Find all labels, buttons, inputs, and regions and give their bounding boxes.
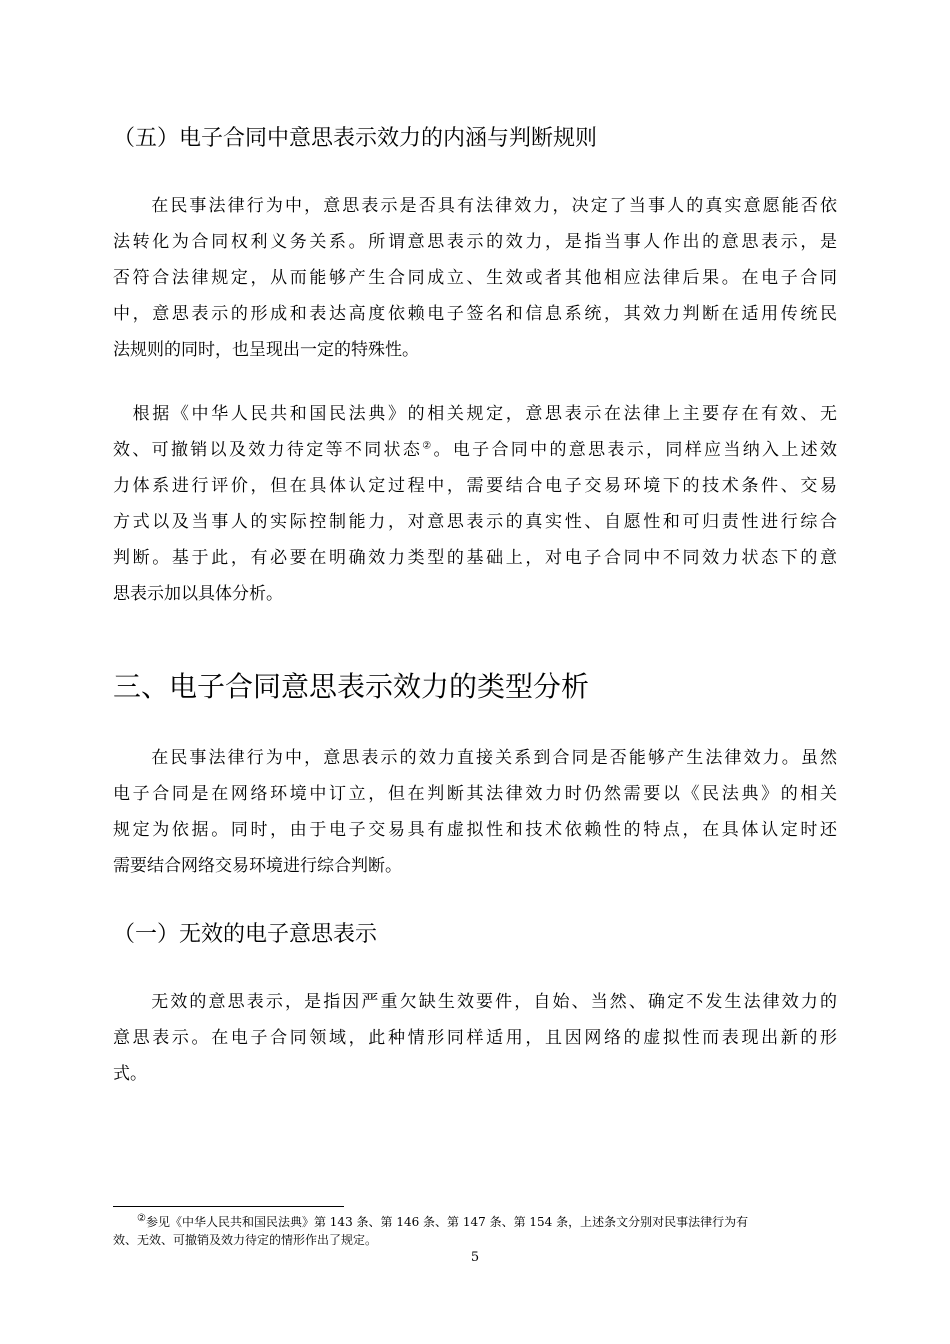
text-line (113, 432, 837, 468)
text-line: 在民事法律行为中，意思表示是否具有法律效力，决定了当事人的真实意愿能否依 (113, 196, 837, 216)
text-line: 式。 (113, 1064, 147, 1084)
text-line: 在民事法律行为中，意思表示的效力直接关系到合同是否能够产生法律效力。虽然 (113, 748, 837, 768)
text-line: 需要结合网络交易环境进行综合判断。 (113, 856, 402, 876)
footnote-line: 效、无效、可撤销及效力待定的情形作出了规定。 (113, 1233, 378, 1247)
text-line: 方式以及当事人的实际控制能力，对意思表示的真实性、自愿性和可归责性进行综合 (113, 512, 837, 532)
text-line: 中，意思表示的形成和表达高度依赖电子签名和信息系统，其效力判断在适用传统民 (113, 304, 837, 324)
text-line: 无效的意思表示，是指因严重欠缺生效要件，自始、当然、确定不发生法律效力的 (113, 992, 837, 1012)
paragraph-chapter-intro (113, 740, 837, 884)
text-line: 力体系进行评价，但在具体认定过程中，需要结合电子交易环境下的技术条件、交易 (113, 476, 837, 496)
text-segment: 。电子合同中的意思表示，同样应当纳入上述效 (433, 440, 837, 460)
footnote-separator (113, 1206, 344, 1207)
footnote-mark: ② (137, 1213, 146, 1224)
text-line: 规定为依据。同时，由于电子交易具有虚拟性和技术依赖性的特点，在具体认定时还 (113, 820, 837, 840)
text-line: 根据《中华人民共和国民法典》的相关规定，意思表示在法律上主要存在有效、无 (113, 404, 837, 424)
footnote-line (113, 1213, 837, 1231)
paragraph-invalid-expression (113, 984, 837, 1092)
text-line: 法转化为合同权利义务关系。所谓意思表示的效力，是指当事人作出的意思表示，是 (113, 232, 837, 252)
text-line: 意思表示。在电子合同领域，此种情形同样适用，且因网络的虚拟性而表现出新的形 (113, 1028, 837, 1048)
paragraph-civil-code-states (113, 396, 837, 612)
text-line: 判断。基于此，有必要在明确效力类型的基础上，对电子合同中不同效力状态下的意 (113, 548, 837, 568)
footnote-text: 参见《中华人民共和国民法典》第 143 条、第 146 条、第 147 条、第 154 条，上述条文分别对民事法律行为有 (145, 1215, 749, 1229)
text-line: 法规则的同时，也呈现出一定的特殊性。 (113, 340, 419, 360)
section-heading-3-1: （一）无效的电子意思表示 (113, 922, 378, 947)
section-heading-5: （五）电子合同中意思表示效力的内涵与判断规则 (113, 126, 598, 151)
text-line: 思表示加以具体分析。 (113, 584, 283, 604)
text-segment: 效、可撤销以及效力待定等不同状态 (113, 440, 423, 460)
footnote (113, 1213, 837, 1249)
paragraph-definition (113, 188, 837, 368)
footnote-reference: ② (422, 440, 434, 452)
page-number: 5 (470, 1250, 480, 1265)
chapter-heading-3: 三、电子合同意思表示效力的类型分析 (113, 670, 590, 703)
text-line: 否符合法律规定，从而能够产生合同成立、生效或者其他相应法律后果。在电子合同 (113, 268, 837, 288)
text-line: 电子合同是在网络环境中订立，但在判断其法律效力时仍然需要以《民法典》的相关 (113, 784, 837, 804)
